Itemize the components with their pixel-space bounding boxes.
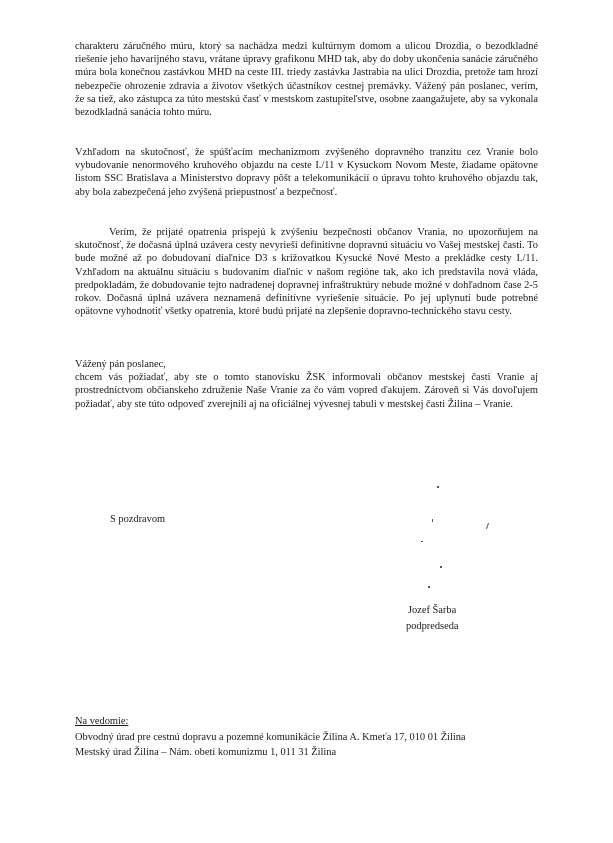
- signature-mark: [437, 486, 439, 488]
- cc-heading: Na vedomie:: [75, 716, 129, 727]
- salutation: Vážený pán poslanec,: [75, 359, 166, 370]
- paragraph-text: chcem vás požiadať, aby ste o tomto stanovisku ŽSK informovali občanov mestskej časti Vranie aj prostredníctvom občianskeho združenie Naše Vranie za čo vám vopred ďakujem. Zároveň si Vás dovoľujem požiadať, aby ste túto odpoveď zverejnili aj na oficiálnej vývesnej tabuli v mestskej časti Žilina – Vranie.: [75, 372, 538, 410]
- paragraph-kruhovy-objazd: [75, 146, 538, 199]
- signature-mark: [428, 586, 430, 588]
- signature-mark: [421, 541, 423, 542]
- paragraph-text: Vzhľadom na skutočnosť, že spúšťacím mechanizmom zvýšeného dopravného tranzitu cez Vranie bolo vybudovanie nenormového kruhového objazdu na ceste I./11 v Kysuckom Novom Meste, žiadame opätovne listom SSC Bratislava a Ministerstvo dopravy pôšt a telekomunikácií o úpravu tohto kruhového objazdu tak, aby bola zabezpečená jeho zvýšená priepustnosť a bezpečnosť.: [75, 147, 538, 198]
- signature-mark: [440, 566, 442, 568]
- cc-recipient: Obvodný úrad pre cestnú dopravu a pozemné komunikácie Žilina A. Kmeťa 17, 010 01 Žilina: [75, 732, 466, 743]
- signature-mark: [432, 519, 433, 522]
- signer-title: podpredseda: [406, 621, 459, 632]
- cc-recipient: Mestský úrad Žilina – Nám. obetí komunizmu 1, 011 31 Žilina: [75, 747, 337, 758]
- paragraph-opatrenia: [75, 226, 538, 318]
- closing: S pozdravom: [110, 514, 166, 525]
- paragraph-text: charakteru záručného múru, ktorý sa nachádza medzi kultúrnym domom a ulicou Drozdia, o bezodkladné riešenie jeho havarijného stavu, vrátane úpravy grafikonu MHD tak, aby do doby ukončenia sanácie záručného múra bola konečnou zastávkou MHD na ceste III. triedy zastávka Jastrabia na ulici Drozdia, pretože tam hrozí nebezpečie ohrozenie zdravia a životov všetkých účastníkov cestnej premávky. Vážený pán poslanec, verím, že sa tiež, ako zástupca za túto mestskú časť v mestskom zastupiteľstve, osobne zaangažujete, aby sa vykonala bezodkladná sanácia tohto múru.: [75, 41, 538, 119]
- paragraph-sanacia: [75, 40, 538, 119]
- paragraph-text: Verím, že prijaté opatrenia prispejú k zvýšeniu bezpečnosti občanov Vrania, no upozorňujem na skutočnosť, že dočasná úplná uzávera cesty nevyrieši definitívne dopravnú situáciu vo Vašej mestskej časti. To bude možné až po dobudovaní diaľnice D3 s križovatkou Kysucké Nové Mesto a prekládke cesty I./11. Vzhľadom na aktuálnu situáciu s budovaním diaľnic v našom regióne tak, ako ich predstavila nová vláda, predpokladám, že dobudovanie tejto nadradenej dopravnej infraštruktúry nebude možné v dohľadnom čase 2-5 rokov. Dočasná úplná uzávera neznamená definitívne vyriešenie situácie. Po jej uplynutí bude potrebné opätovne vyhodnotiť všetky opatrenia, ktoré budú prijaté na zlepšenie dopravno-technického stavu cesty.: [75, 227, 538, 318]
- paragraph-ziadost: [75, 358, 538, 411]
- signature-mark: [486, 523, 489, 529]
- signer-name: Jozef Šarba: [408, 605, 457, 616]
